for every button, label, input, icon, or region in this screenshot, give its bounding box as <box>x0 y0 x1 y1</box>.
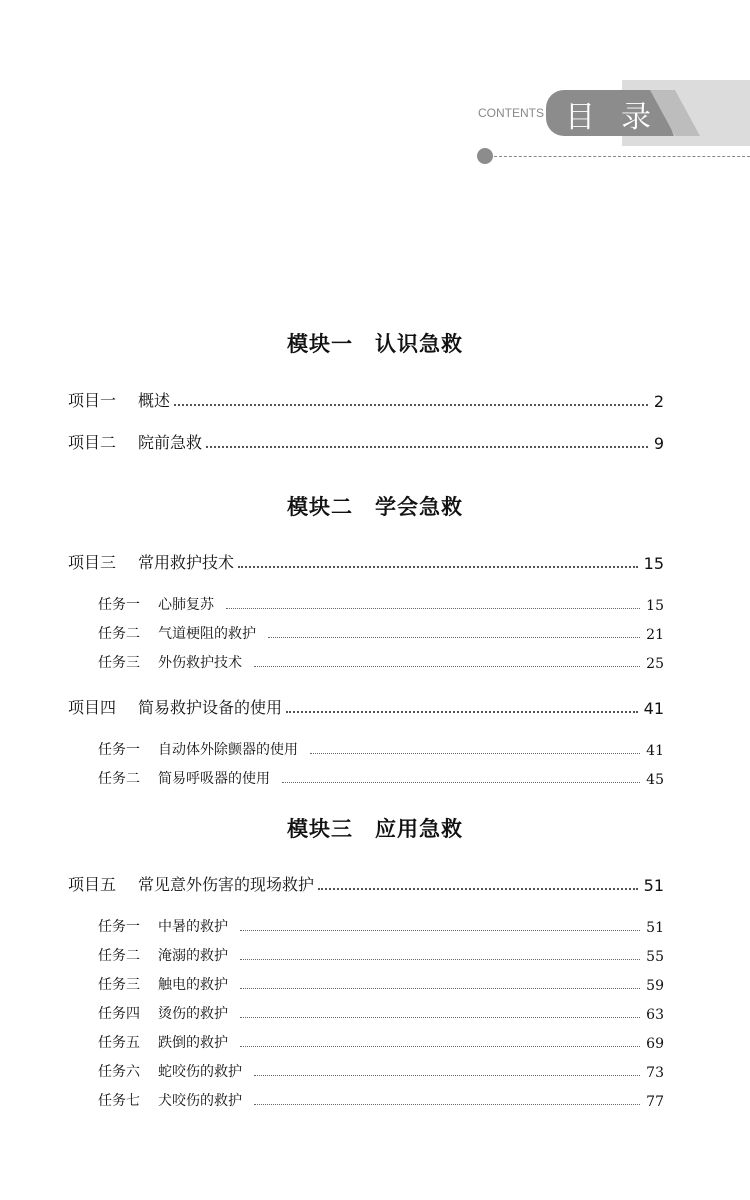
toc-task-entry[interactable] <box>98 594 664 614</box>
task-code: 任务五 <box>98 1035 140 1051</box>
dot-leader <box>240 930 640 931</box>
task-label <box>98 1003 228 1023</box>
toc-task-entry[interactable] <box>98 974 664 994</box>
project-code: 项目一 <box>68 391 117 410</box>
task-title: 外伤救护技术 <box>158 655 242 671</box>
page-number: 41 <box>646 743 664 759</box>
toc-task-entry[interactable] <box>98 1032 664 1052</box>
toc-task-entry[interactable] <box>98 945 664 965</box>
page-number: 21 <box>646 627 664 643</box>
dot-leader <box>240 1046 640 1047</box>
page-number: 73 <box>646 1065 664 1081</box>
page-title: 目录 <box>565 100 677 135</box>
task-label <box>98 594 214 614</box>
toc-project-entry[interactable] <box>68 388 664 411</box>
project-label <box>68 550 234 573</box>
module-title: 模块一 认识急救 <box>287 332 463 356</box>
task-code: 任务六 <box>98 1064 140 1080</box>
dot-leader <box>286 711 638 713</box>
page-number: 55 <box>646 949 664 965</box>
task-label <box>98 1090 242 1110</box>
task-code: 任务二 <box>98 626 140 642</box>
task-code: 任务三 <box>98 655 140 671</box>
toc-task-entry[interactable] <box>98 1061 664 1081</box>
dot-leader <box>254 1075 640 1076</box>
contents-english-label: CONTENTS <box>478 106 544 120</box>
toc-project-entry[interactable] <box>68 695 664 718</box>
page-number: 15 <box>646 598 664 614</box>
task-title: 自动体外除颤器的使用 <box>158 742 298 758</box>
page-number: 45 <box>646 772 664 788</box>
page-number: 63 <box>646 1007 664 1023</box>
project-code: 项目二 <box>68 433 117 452</box>
module-title: 模块三 应用急救 <box>287 817 463 841</box>
project-code: 项目四 <box>68 698 117 717</box>
dot-leader <box>226 608 640 609</box>
toc-task-entry[interactable] <box>98 739 664 759</box>
dot-leader <box>206 446 648 448</box>
task-label <box>98 974 228 994</box>
task-label <box>98 945 228 965</box>
task-code: 任务二 <box>98 771 140 787</box>
dot-leader <box>174 404 648 406</box>
toc-task-entry[interactable] <box>98 916 664 936</box>
toc-task-entry[interactable] <box>98 623 664 643</box>
task-title: 蛇咬伤的救护 <box>158 1064 242 1080</box>
project-title: 概述 <box>138 391 171 410</box>
task-label <box>98 768 270 788</box>
page-number: 59 <box>646 978 664 994</box>
project-label <box>68 695 282 718</box>
dot-leader <box>254 1104 640 1105</box>
task-code: 任务三 <box>98 977 140 993</box>
task-title: 烫伤的救护 <box>158 1006 228 1022</box>
task-title: 简易呼吸器的使用 <box>158 771 270 787</box>
header-dot <box>477 148 493 164</box>
task-label <box>98 1032 228 1052</box>
task-title: 心肺复苏 <box>158 597 214 613</box>
toc-task-entry[interactable] <box>98 1090 664 1110</box>
task-label <box>98 652 242 672</box>
task-title: 淹溺的救护 <box>158 948 228 964</box>
task-code: 任务四 <box>98 1006 140 1022</box>
task-title: 犬咬伤的救护 <box>158 1093 242 1109</box>
task-title: 气道梗阻的救护 <box>158 626 256 642</box>
page-number: 9 <box>653 434 664 453</box>
task-code: 任务一 <box>98 597 140 613</box>
module-title: 模块二 学会急救 <box>287 495 463 519</box>
toc-project-entry[interactable] <box>68 550 664 573</box>
task-label <box>98 623 256 643</box>
task-code: 任务一 <box>98 742 140 758</box>
toc-task-entry[interactable] <box>98 768 664 788</box>
dot-leader <box>282 782 640 783</box>
header-dashed-rule <box>494 156 750 157</box>
task-code: 任务一 <box>98 919 140 935</box>
project-code: 项目五 <box>68 875 117 894</box>
page-number: 41 <box>643 699 664 718</box>
task-code: 任务二 <box>98 948 140 964</box>
task-label <box>98 916 228 936</box>
dot-leader <box>240 1017 640 1018</box>
project-label <box>68 388 170 411</box>
toc-task-entry[interactable] <box>98 1003 664 1023</box>
task-label <box>98 1061 242 1081</box>
project-title: 简易救护设备的使用 <box>138 698 283 717</box>
page-number: 51 <box>646 920 664 936</box>
contents-header <box>0 0 750 170</box>
project-title: 常用救护技术 <box>138 553 235 572</box>
dot-leader <box>240 988 640 989</box>
page-number: 2 <box>653 392 664 411</box>
dot-leader <box>254 666 640 667</box>
task-label <box>98 739 298 759</box>
task-code: 任务七 <box>98 1093 140 1109</box>
toc-project-entry[interactable] <box>68 872 664 895</box>
page-number: 25 <box>646 656 664 672</box>
page-number: 77 <box>646 1094 664 1110</box>
project-label <box>68 872 314 895</box>
dot-leader <box>238 566 638 568</box>
toc-task-entry[interactable] <box>98 652 664 672</box>
page-number: 69 <box>646 1036 664 1052</box>
page-number: 15 <box>643 554 664 573</box>
dot-leader <box>268 637 640 638</box>
toc-project-entry[interactable] <box>68 430 664 453</box>
project-title: 院前急救 <box>138 433 203 452</box>
task-title: 触电的救护 <box>158 977 228 993</box>
project-code: 项目三 <box>68 553 117 572</box>
project-label <box>68 430 202 453</box>
dot-leader <box>240 959 640 960</box>
task-title: 中暑的救护 <box>158 919 228 935</box>
task-title: 跌倒的救护 <box>158 1035 228 1051</box>
dot-leader <box>310 753 640 754</box>
page-number: 51 <box>643 876 664 895</box>
dot-leader <box>318 888 638 890</box>
project-title: 常见意外伤害的现场救护 <box>138 875 315 894</box>
